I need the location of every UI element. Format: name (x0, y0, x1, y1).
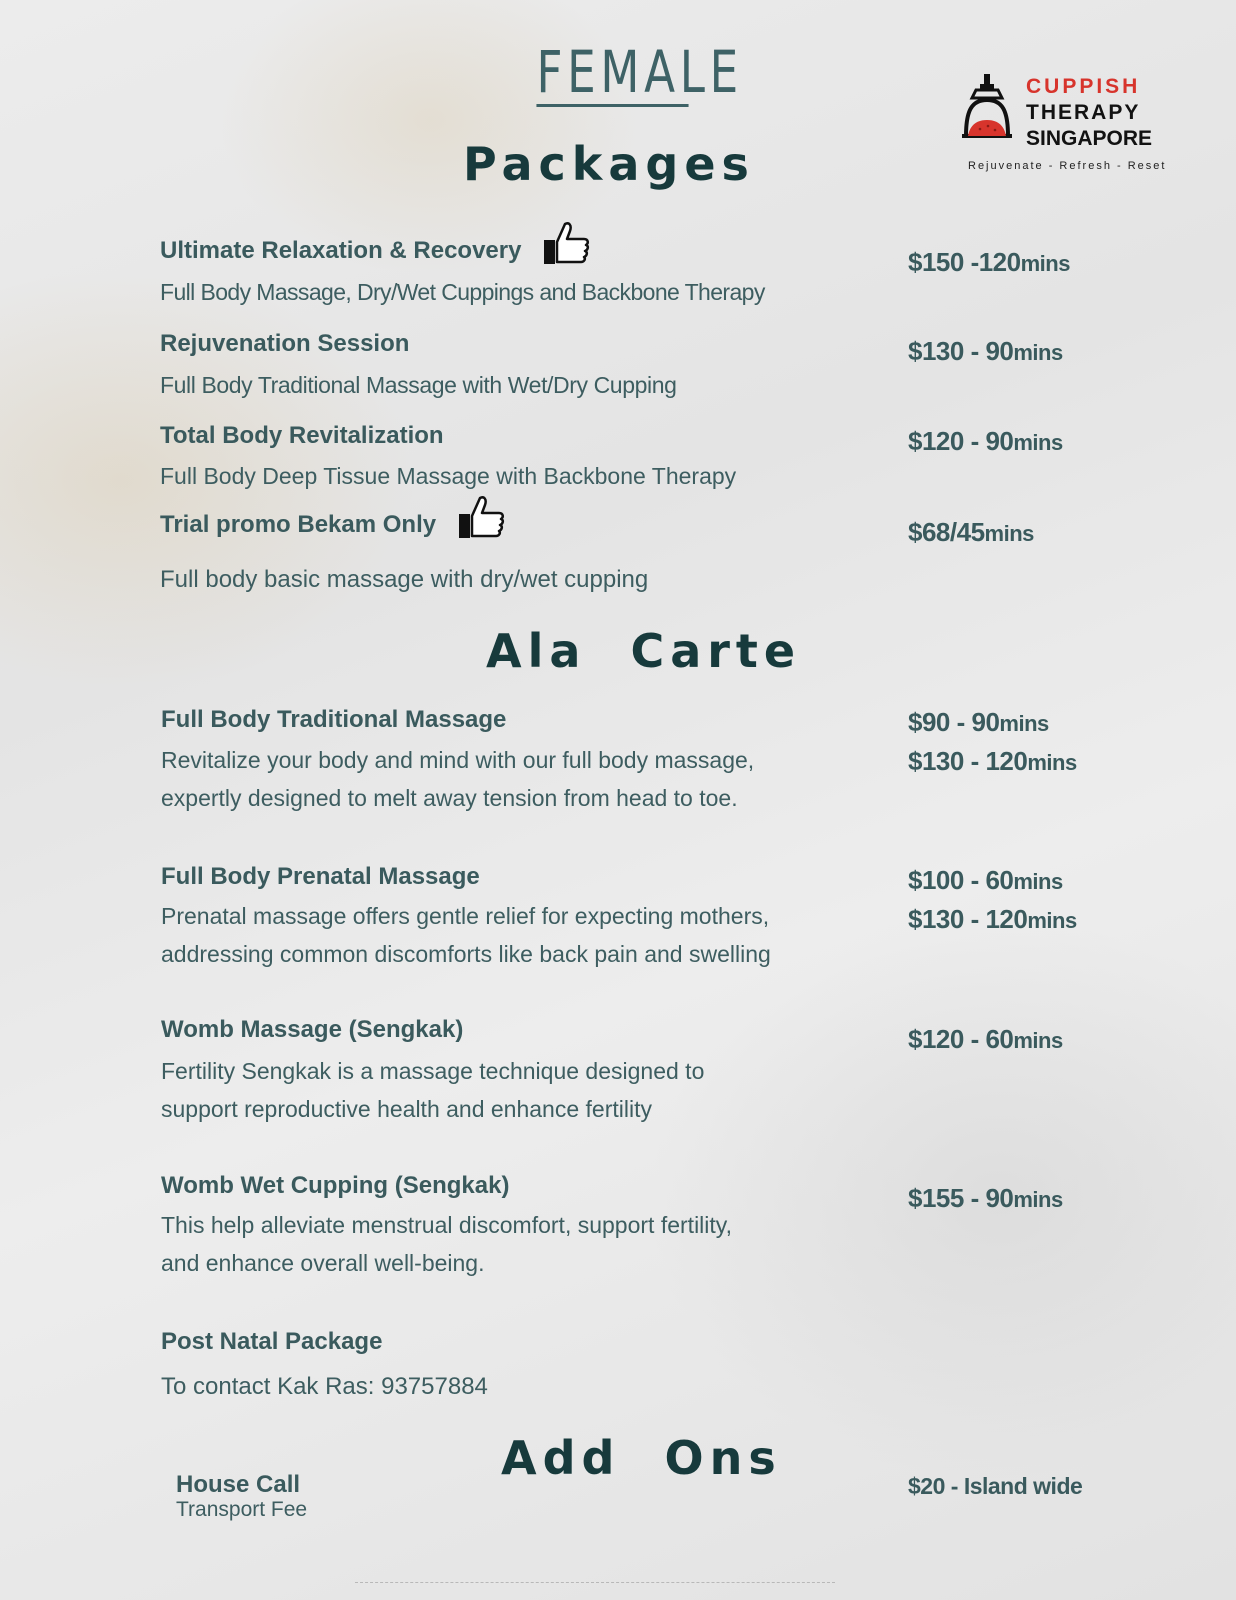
menu-item-price: $120 - 60mins (908, 1024, 1063, 1054)
logo-line-singapore: SINGAPORE (1026, 127, 1153, 150)
package-price: $150 -120mins (908, 247, 1070, 277)
package-desc: Full Body Massage, Dry/Wet Cuppings and Backbone Therapy (160, 279, 765, 305)
packages-heading: Packages (463, 137, 755, 191)
page-title: FEMALE (536, 38, 743, 106)
footer-divider (355, 1582, 835, 1583)
package-title-text: Ultimate Relaxation & Recovery (160, 237, 522, 264)
menu-item-desc: and enhance overall well-being. (161, 1250, 485, 1276)
logo-line-cuppish: CUPPISH (1026, 75, 1141, 98)
package-title (160, 510, 505, 540)
add-ons-heading: Add Ons (501, 1431, 782, 1485)
menu-item-title: Full Body Traditional Massage (161, 706, 507, 733)
add-on-price: $20 - Island wide (908, 1473, 1083, 1499)
add-on-desc: Transport Fee (176, 1498, 308, 1521)
package-title: Rejuvenation Session (160, 330, 410, 357)
package-title (160, 236, 590, 266)
menu-item-desc: addressing common discomforts like back pain and swelling (161, 941, 771, 967)
package-desc: Full Body Traditional Massage with Wet/Dry Cupping (160, 372, 677, 398)
add-on-title: House Call (176, 1471, 301, 1498)
package-desc: Full body basic massage with dry/wet cupping (160, 566, 649, 593)
cupping-glass-icon (958, 74, 1016, 150)
menu-item-title: Womb Wet Cupping (Sengkak) (161, 1172, 510, 1199)
menu-item-desc: Prenatal massage offers gentle relief for expecting mothers, (161, 903, 770, 929)
menu-item-title: Womb Massage (Sengkak) (161, 1016, 464, 1043)
logo-line-therapy: THERAPY (1026, 101, 1141, 124)
menu-item-desc: This help alleviate menstrual discomfort, support fertility, (161, 1212, 732, 1238)
thumbs-up-icon (542, 220, 590, 266)
menu-item-price: $130 - 120mins (908, 746, 1077, 776)
menu-item-price: $130 - 120mins (908, 904, 1077, 934)
thumbs-up-icon (457, 494, 505, 540)
package-price: $130 - 90mins (908, 336, 1063, 366)
contact-info: To contact Kak Ras: 93757884 (161, 1373, 488, 1400)
package-title-text: Trial promo Bekam Only (160, 511, 437, 538)
package-price: $68/45mins (908, 517, 1034, 547)
menu-item-desc: support reproductive health and enhance fertility (161, 1096, 652, 1122)
menu-item-desc: expertly designed to melt away tension from head to toe. (161, 785, 738, 811)
package-price: $120 - 90mins (908, 426, 1063, 456)
menu-item-desc: Revitalize your body and mind with our full body massage, (161, 747, 755, 773)
menu-item-title: Post Natal Package (161, 1328, 383, 1355)
logo-tagline: Rejuvenate - Refresh - Reset (968, 160, 1167, 172)
package-title: Total Body Revitalization (160, 422, 444, 449)
menu-item-price: $155 - 90mins (908, 1183, 1063, 1213)
package-desc: Full Body Deep Tissue Massage with Backbone Therapy (160, 463, 737, 489)
menu-item-price: $100 - 60mins (908, 865, 1063, 895)
menu-item-price: $90 - 90mins (908, 707, 1049, 737)
menu-item-desc: Fertility Sengkak is a massage technique designed to (161, 1058, 705, 1084)
ala-carte-heading: Ala Carte (486, 624, 802, 678)
menu-item-title: Full Body Prenatal Massage (161, 863, 480, 890)
